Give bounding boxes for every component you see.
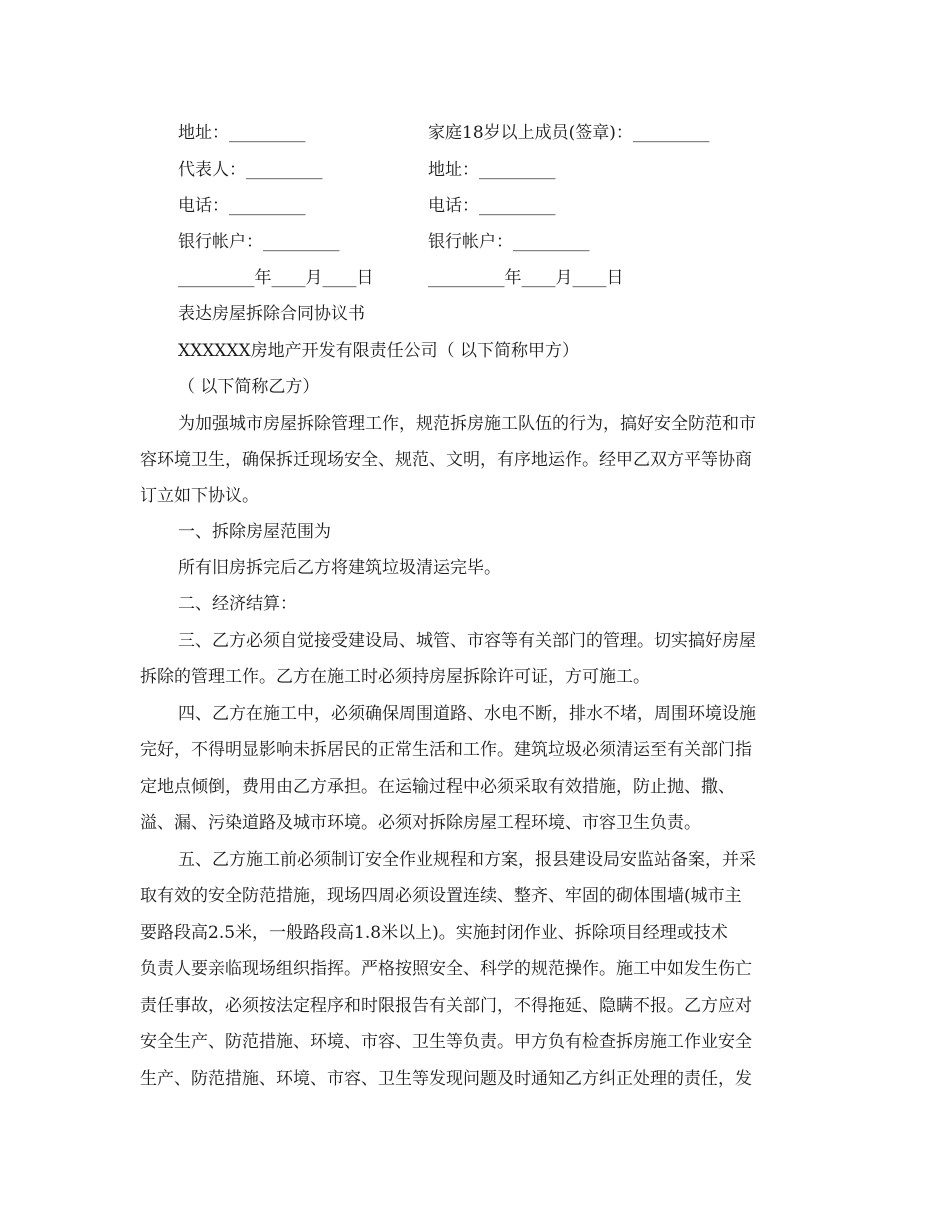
party-a-representative: 代表人：_________: [178, 160, 323, 180]
clause-4-line: 四、乙方在施工中，必须确保周围道路、水电不断，排水不堵，周围环境设施: [178, 704, 756, 724]
party-b-phone: 电话：_________: [428, 196, 556, 216]
signature-row: [178, 155, 878, 185]
party-b-signatory: 家庭18岁以上成员(签章)：_________: [428, 123, 710, 143]
clause-5-line: 五、乙方施工前必须制订安全作业规程和方案，报县建设局安监站备案，并采: [178, 850, 756, 870]
party-a-line: XXXXXX房地产开发有限责任公司（ 以下简称甲方）: [178, 341, 580, 361]
clause-3-line: 三、乙方必须自觉接受建设局、城管、市容等有关部门的管理。切实搞好房屋: [178, 631, 756, 651]
party-a-date: _________年____月____日: [178, 268, 374, 288]
preamble-line: 订立如下协议。: [140, 486, 259, 506]
clause-5-line: 取有效的安全防范措施，现场四周必须设置连续、整齐、牢固的砌体围墙(城市主: [140, 886, 742, 906]
clause-2-title: 二、经济结算：: [178, 594, 297, 614]
signature-row: [178, 227, 878, 257]
clause-1-title: 一、拆除房屋范围为: [178, 522, 331, 542]
clause-4-line: 定地点倾倒，费用由乙方承担。在运输过程中必须采取有效措施，防止抛、撒、: [140, 777, 735, 797]
party-b-address: 地址：_________: [428, 160, 556, 180]
clause-5-line: 安全生产、防范措施、环境、市容、卫生等负责。甲方负有检查拆房施工作业安全: [140, 1032, 752, 1052]
clause-5-line: 要路段高2.5米，一般路段高1.8米以上)。实施封闭作业、拆除项目经理或技术: [140, 923, 728, 943]
signature-row: [178, 118, 878, 148]
clause-5-line: 责任事故，必须按法定程序和时限报告有关部门，不得拖延、隐瞒不报。乙方应对: [140, 996, 752, 1016]
party-a-bank-account: 银行帐户：_________: [178, 232, 340, 252]
signature-row: [178, 191, 878, 221]
clause-1-text: 所有旧房拆完后乙方将建筑垃圾清运完毕。: [178, 558, 501, 578]
signature-row: [178, 263, 878, 293]
party-b-line: （ 以下简称乙方）: [178, 377, 320, 397]
clause-5-line: 负责人要亲临现场组织指挥。严格按照安全、科学的规范操作。施工中如发生伤亡: [140, 959, 752, 979]
party-a-address: 地址：_________: [178, 123, 306, 143]
party-b-bank-account: 银行帐户：_________: [428, 232, 590, 252]
preamble-line: 容环境卫生，确保拆迁现场安全、规范、文明，有序地运作。经甲乙双方平等协商: [140, 450, 752, 470]
clause-5-line: 生产、防范措施、环境、市容、卫生等发现问题及时通知乙方纠正处理的责任，发: [140, 1069, 752, 1089]
document-title: 表达房屋拆除合同协议书: [178, 304, 365, 324]
party-a-phone: 电话：_________: [178, 196, 306, 216]
clause-3-line: 拆除的管理工作。乙方在施工时必须持房屋拆除许可证，方可施工。: [140, 667, 650, 687]
preamble-line: 为加强城市房屋拆除管理工作，规范拆房施工队伍的行为，搞好安全防范和市: [178, 414, 756, 434]
party-b-date: _________年____月____日: [428, 268, 624, 288]
clause-4-line: 完好，不得明显影响未拆居民的正常生活和工作。建筑垃圾必须清运至有关部门指: [140, 740, 752, 760]
clause-4-line: 溢、漏、污染道路及城市环境。必须对拆除房屋工程环境、市容卫生负责。: [140, 813, 701, 833]
